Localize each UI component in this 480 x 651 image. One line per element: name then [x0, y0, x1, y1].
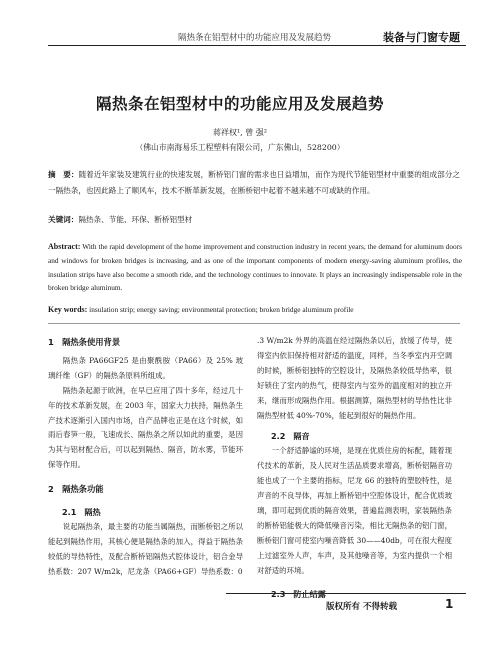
keywords-en-text: insulation strip; energy saving; environmental protection; broken bridge aluminum profile [89, 305, 354, 314]
abstract-zh [48, 167, 460, 200]
abstract-zh-label: 摘 要： [48, 170, 79, 179]
paragraph-1-2: 隔热条起源于欧洲，在早已应用了四十多年，经过几十年的技术革新发展，在 2003 年，国家大力扶持，隔热条生产技术逐渐引入国内市场，自产品牌也正是在这个时候，如雨后春笋一般，飞速成长、隔热条之所以如此的重要，是因为其与铝材配合后，可以起到隔热、隔音，防水雾，节能环保等作用。 [48, 385, 243, 470]
section-heading-2-2: 2.2 隔音 [271, 431, 310, 442]
abstract-en [48, 240, 462, 295]
abstract-en-text: With the rapid development of the home improvement and construction industry in recent years, the demand for aluminum doors and windows for broken bridges is increasing, and as one of the important components of modern energy-saving aluminum profiles, the insulation strips have also become a smooth ride, and the technology continues to innovate. It plays an increasingly indispensable role in the broken bridge aluminum. [48, 242, 462, 293]
paragraph-2-1: 说起隔热条，最主要的功能当属隔热，而断桥铝之所以能起到隔热作用，其核心便是隔热条的加入，得益于隔热条较低的导热特性，及配合断桥铝隔热式腔体设计，铝合金导热系数：207 W/m2k，尼龙条（PA66+GF）导热系数：0 [48, 521, 243, 576]
footer-rule [226, 593, 466, 594]
section-heading-2-3: 2.3 防止结露 [271, 588, 326, 599]
abstract-en-label: Abstract: [48, 242, 81, 251]
keywords-zh [48, 214, 460, 225]
journal-name: 装备与门窗专题 [383, 31, 460, 44]
keywords-en-label: Key words: [48, 305, 88, 314]
copyright-notice: 版权所有 不得转载 [326, 602, 397, 612]
article-title: 隔热条在铝型材中的功能应用及发展趋势 [95, 95, 384, 113]
section-heading-2: 2 隔热条功能 [48, 484, 104, 495]
header-rule [48, 45, 466, 46]
running-header [0, 30, 480, 50]
body-column-right [257, 334, 452, 601]
section-divider [48, 323, 460, 324]
affiliation: （佛山市南海易乐工程塑料有限公司，广东佛山，528200） [135, 143, 345, 152]
keywords-en [48, 305, 462, 314]
running-title: 隔热条在铝型材中的功能应用及发展趋势 [178, 33, 332, 43]
page-number: 1 [445, 597, 454, 611]
paragraph-2-1-continued: .3 W/m2k 外界的高温在经过隔热条以后，放缓了传导，使得室内依旧保持相对舒适的温度，同样，当冬季室内开空调的时候，断桥铝独特的空腔设计，及隔热条较低导热率，很好锁住了室内的热气，使得室内与室外的温度相对的独立开来，继而形成隔热作用。根据测算，隔热型材的导热性比非隔热型材低 40%-70%，能起到很好的隔热作用。 [257, 336, 452, 420]
authors: 蒋祥权¹, 曾 强² [212, 128, 268, 137]
paragraph-1-1: 隔热条 PA66GF25 是由聚酰胺（PA66）及 25% 玻璃纤维（GF）的隔热条原料所组成。 [48, 355, 243, 380]
section-heading-1: 1 隔热条使用背景 [48, 337, 121, 347]
body-column-left [48, 334, 243, 580]
abstract-zh-text: 随着近年家装及建筑行业的快速发展，断桥铝门窗的需求也日益增加，而作为现代节能铝型材中重要的组成部分之一隔热条，也因此路上了顺风车，技术不断革新发展，在断桥铝中起着不越来越不可或缺的作用。 [48, 170, 461, 196]
section-heading-2-1: 2.1 隔热 [62, 507, 101, 518]
keywords-zh-text: 隔热条、节能、环保、断桥铝型材 [78, 215, 193, 224]
keywords-zh-label: 关键词： [48, 215, 79, 224]
paragraph-2-2: 一个舒适静谧的环境，是现在优质住房的标配，随着现代技术的革新，及人民对生活品质要求增高，断桥铝隔音功能也成了一个主要的指标，尼龙 66 的独特的塑胶特性，是声音的不良导体，再加上断桥铝中空腔体设计，配合优质玻璃，即可起到优质的隔音效果，普遍监测表明，家装隔热条的断桥铝能极大的降低噪音污染，相比无隔热条的铝门窗，断桥铝门窗可使室内噪音降低 30——40db，可在很大程度上过滤室外人声，车声，及其他噪音等，为室内提供一个相对舒适的环境。 [257, 446, 452, 575]
